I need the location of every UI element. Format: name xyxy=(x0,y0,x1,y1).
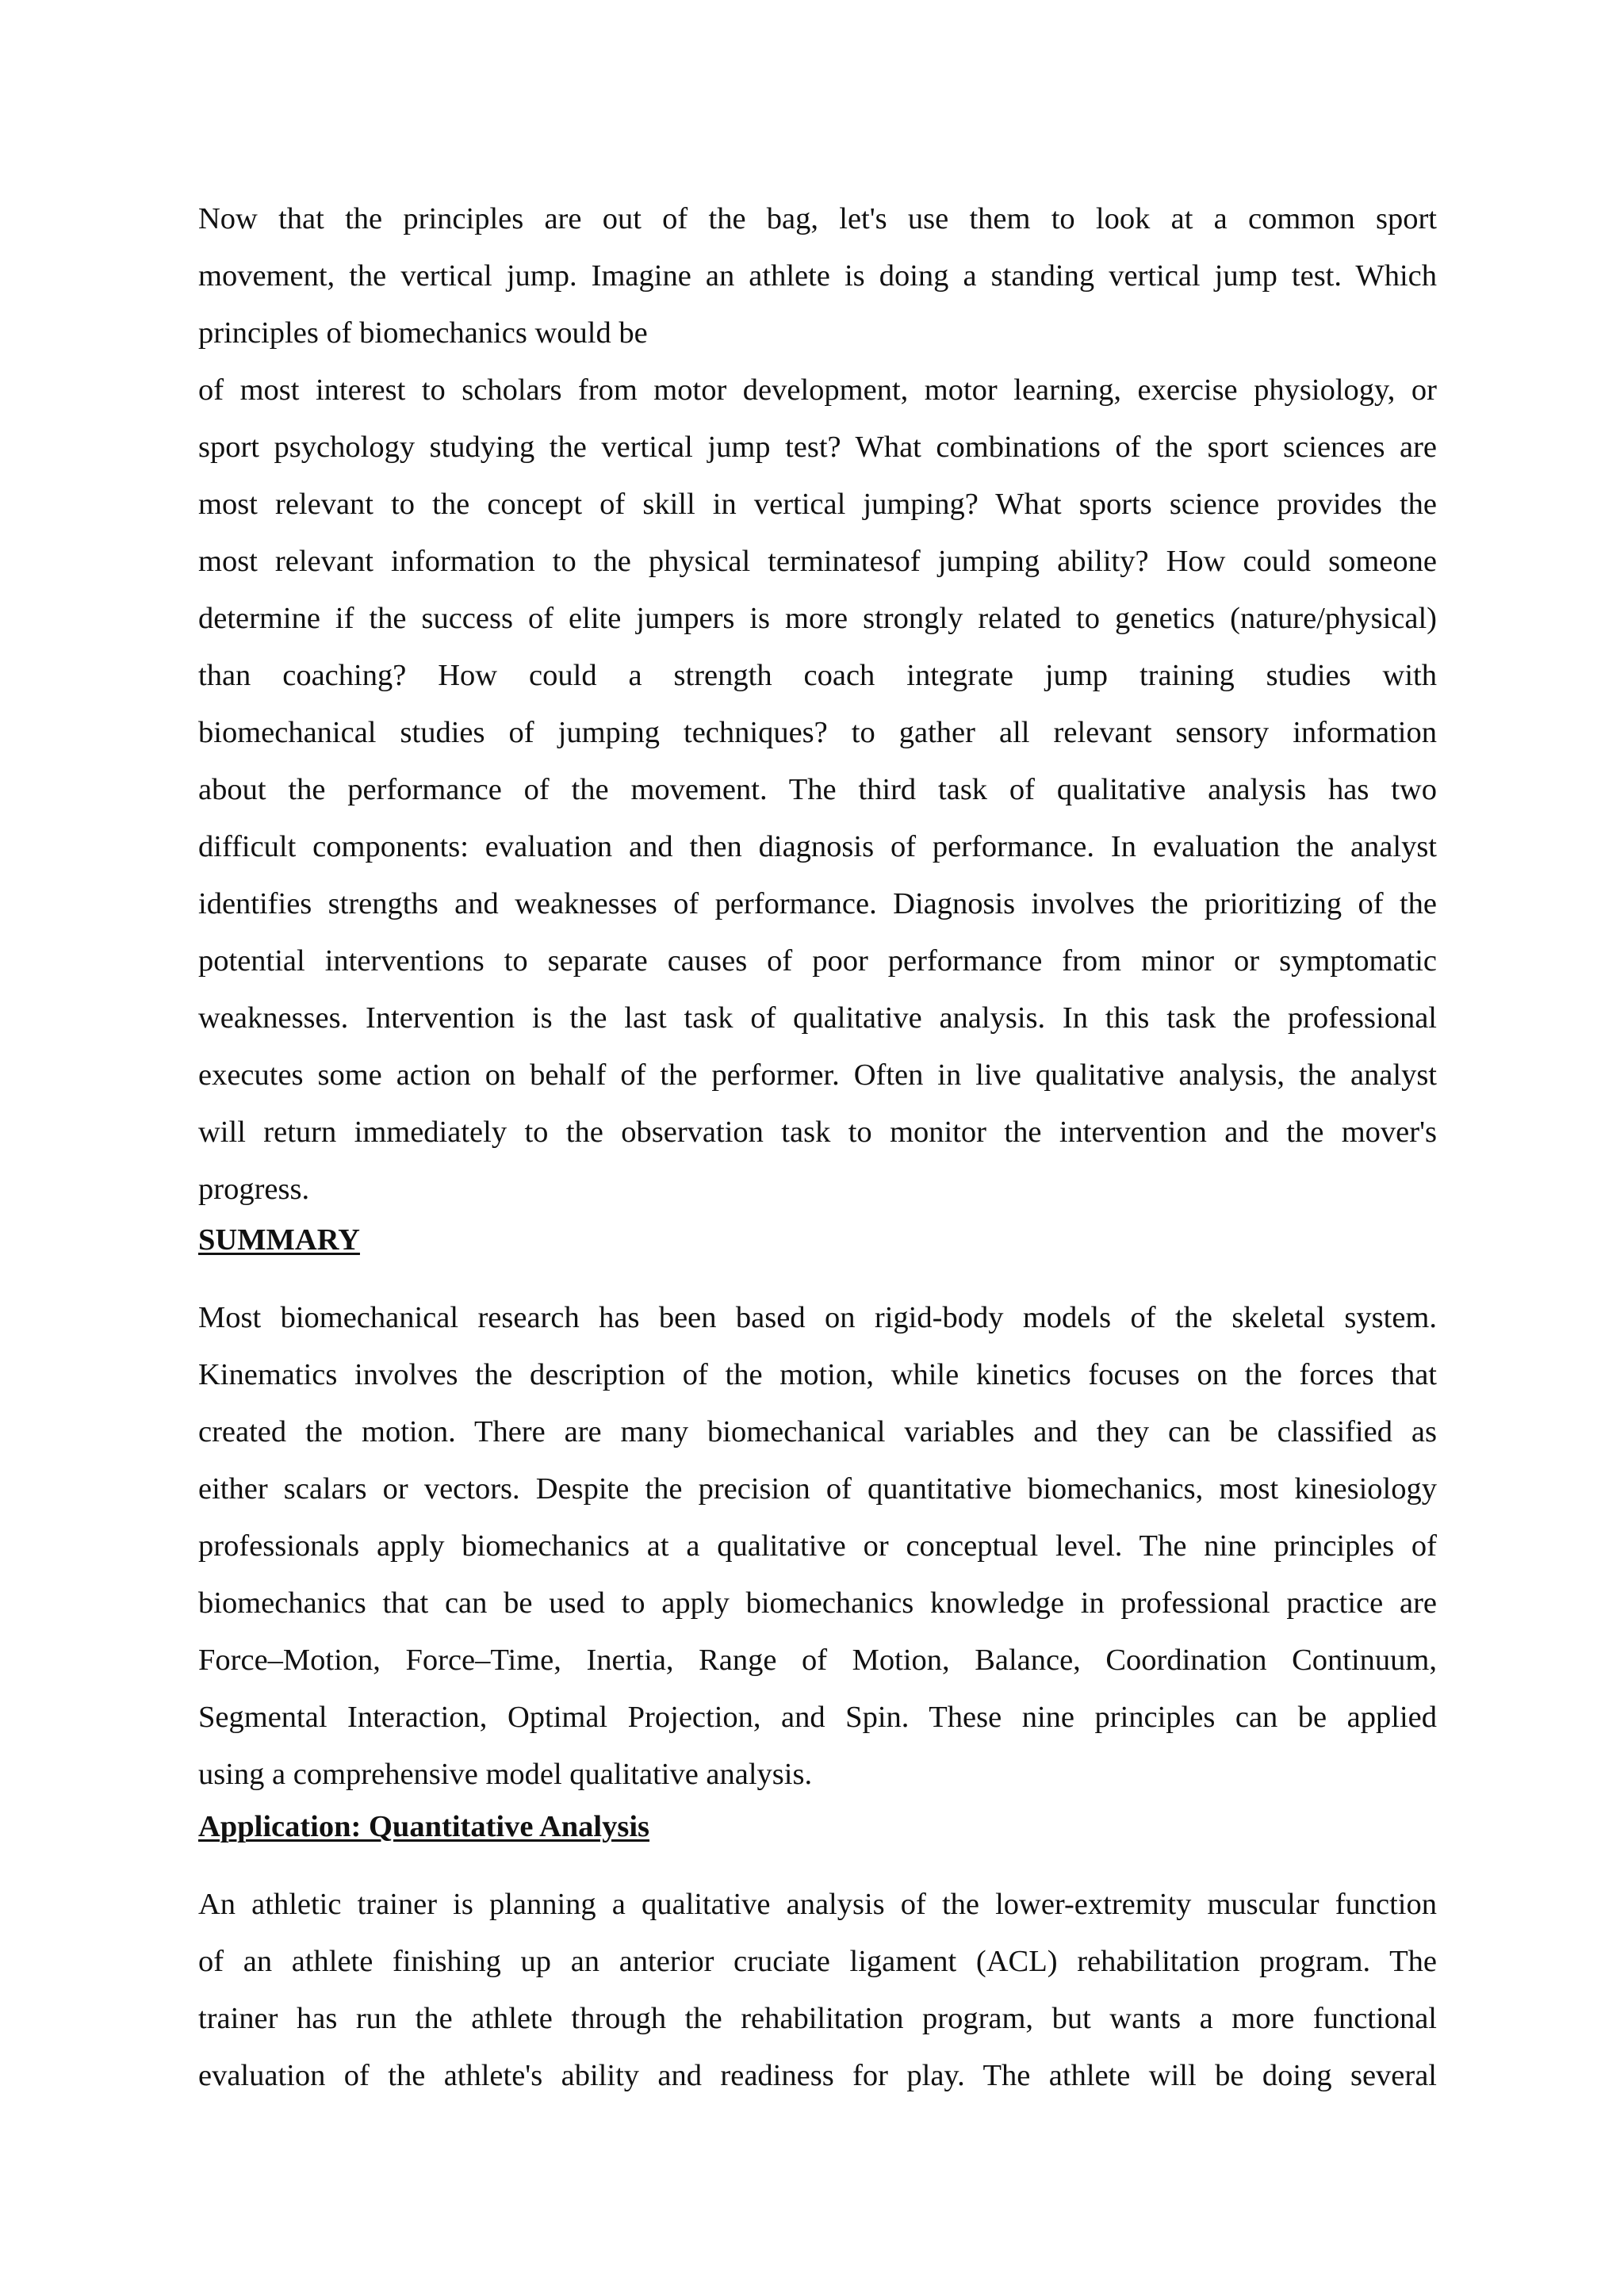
text-line: professionals apply biomechanics at a qualitative or conceptual level. The nine principles of xyxy=(198,1529,1437,1563)
text-line: Most biomechanical research has been based on rigid-body models of the skeletal system. xyxy=(198,1301,1437,1334)
text-line: biomechanical studies of jumping techniques? to gather all relevant sensory information xyxy=(198,716,1437,749)
text-line: evaluation of the athlete's ability and readiness for play. The athlete will be doing several xyxy=(198,2059,1437,2092)
text-line: Force–Motion, Force–Time, Inertia, Range of Motion, Balance, Coordination Continuum, xyxy=(198,1644,1437,1677)
text-line: biomechanics that can be used to apply biomechanics knowledge in professional practice are xyxy=(198,1586,1437,1620)
text-line: movement, the vertical jump. Imagine an athlete is doing a standing vertical jump test. Which xyxy=(198,259,1437,293)
text-line: of most interest to scholars from motor development, motor learning, exercise physiology, or xyxy=(198,373,1437,407)
text-line: difficult components: evaluation and then diagnosis of performance. In evaluation the analyst xyxy=(198,830,1437,863)
paragraph-summary xyxy=(198,1289,1437,1803)
text-line: An athletic trainer is planning a qualitative analysis of the lower-extremity muscular function xyxy=(198,1888,1437,1921)
text-line: most relevant to the concept of skill in vertical jumping? What sports science provides the xyxy=(198,488,1437,521)
text-line: using a comprehensive model qualitative analysis. xyxy=(198,1758,813,1791)
text-line: progress. xyxy=(198,1173,310,1206)
text-line: either scalars or vectors. Despite the precision of quantitative biomechanics, most kinesiology xyxy=(198,1472,1437,1506)
text-line: executes some action on behalf of the performer. Often in live qualitative analysis, the analyst xyxy=(198,1058,1437,1092)
text-line: of an athlete finishing up an anterior cruciate ligament (ACL) rehabilitation program. The xyxy=(198,1945,1437,1978)
text-line: determine if the success of elite jumpers is more strongly related to genetics (nature/physical) xyxy=(198,602,1437,635)
text-line: than coaching? How could a strength coach integrate jump training studies with xyxy=(198,659,1437,692)
text-line: sport psychology studying the vertical jump test? What combinations of the sport sciences are xyxy=(198,430,1437,464)
text-line: weaknesses. Intervention is the last task of qualitative analysis. In this task the professional xyxy=(198,1001,1437,1035)
text-line: about the performance of the movement. The third task of qualitative analysis has two xyxy=(198,773,1437,806)
text-line: will return immediately to the observation task to monitor the intervention and the mover's xyxy=(198,1115,1437,1149)
text-line: Segmental Interaction, Optimal Projection, and Spin. These nine principles can be applied xyxy=(198,1701,1437,1734)
summary-heading: SUMMARY xyxy=(198,1223,360,1257)
text-line: created the motion. There are many biomechanical variables and they can be classified as xyxy=(198,1415,1437,1448)
application-heading: Application: Quantitative Analysis xyxy=(198,1810,650,1843)
paragraph-vertical-jump xyxy=(198,190,1437,1218)
text-line: potential interventions to separate causes of poor performance from minor or symptomatic xyxy=(198,944,1437,978)
text-line: Kinematics involves the description of the motion, while kinetics focuses on the forces that xyxy=(198,1358,1437,1391)
text-line: principles of biomechanics would be xyxy=(198,316,648,350)
text-line: Now that the principles are out of the bag, let's use them to look at a common sport xyxy=(198,202,1437,235)
text-line: trainer has run the athlete through the rehabilitation program, but wants a more functional xyxy=(198,2002,1437,2035)
text-line: identifies strengths and weaknesses of performance. Diagnosis involves the prioritizing of the xyxy=(198,887,1437,920)
paragraph-application xyxy=(198,1876,1437,2104)
text-line: most relevant information to the physical terminatesof jumping ability? How could someone xyxy=(198,545,1437,578)
